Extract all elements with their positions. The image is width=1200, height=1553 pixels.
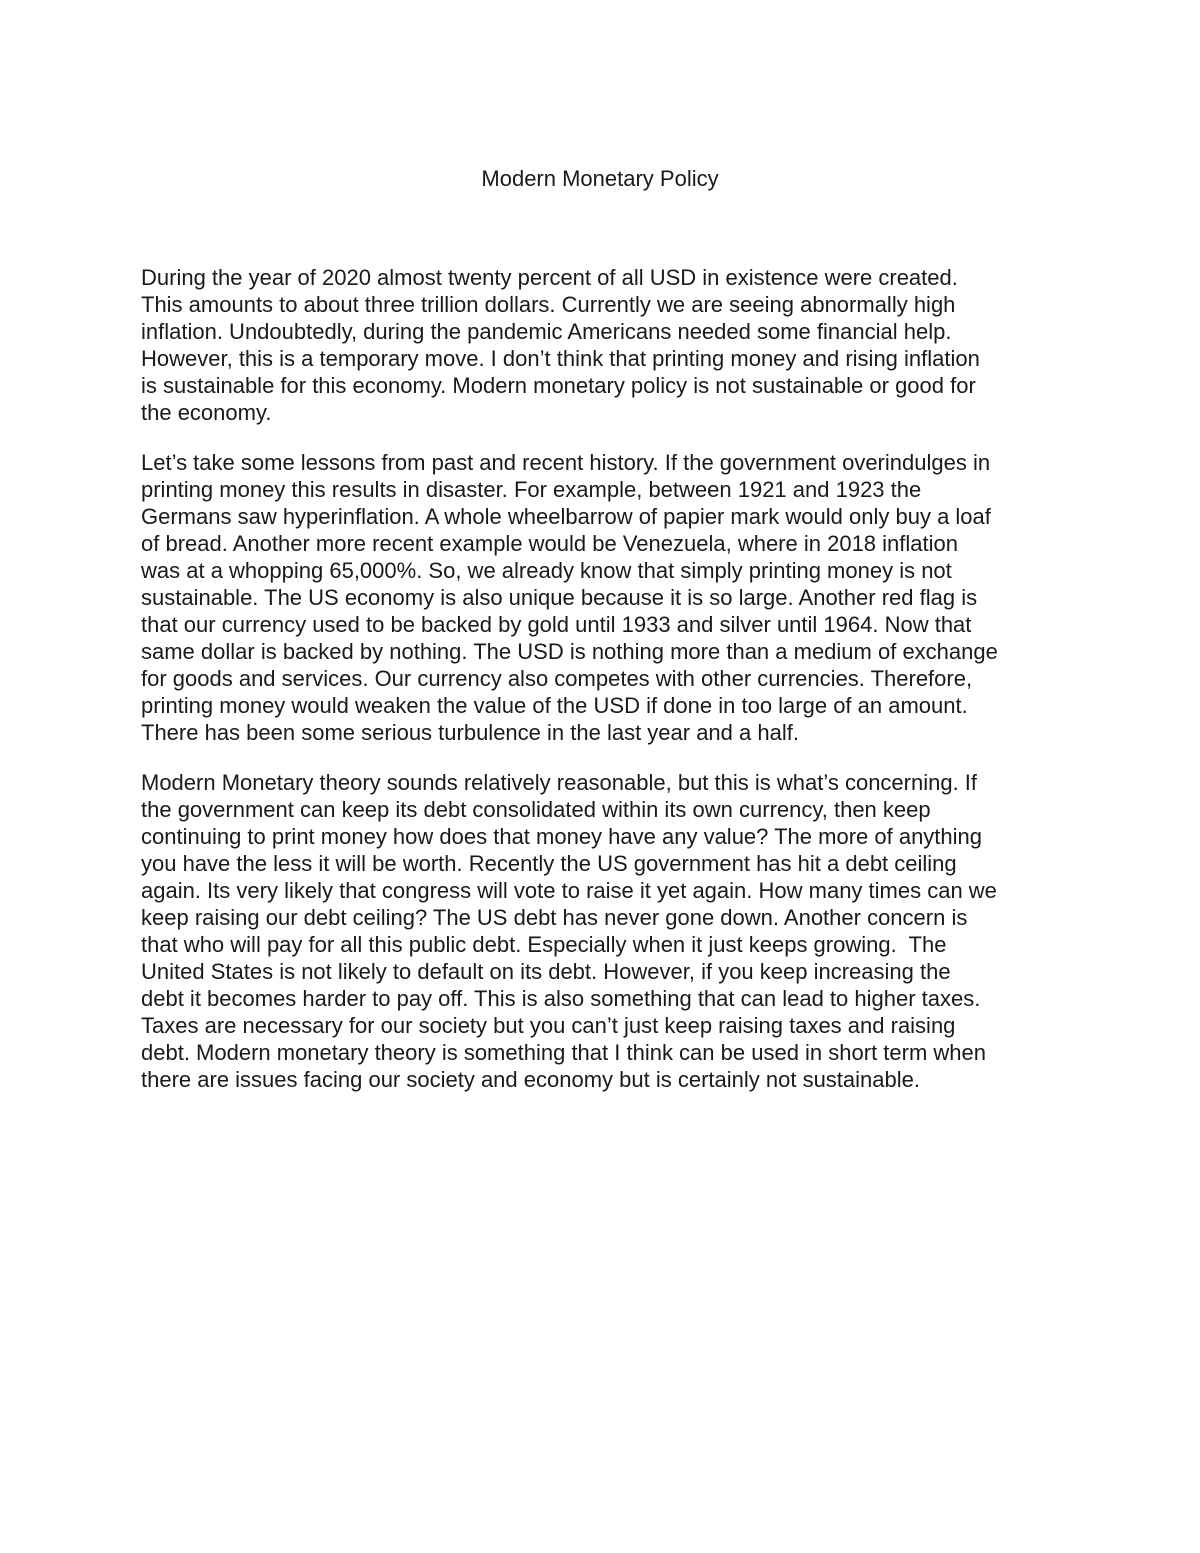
text-line: debt it becomes harder to pay off. This is also something that can lead to higher taxes. bbox=[141, 986, 981, 1011]
text-line: same dollar is backed by nothing. The USD is nothing more than a medium of exchange bbox=[141, 639, 998, 664]
text-line: United States is not likely to default on its debt. However, if you keep increasing the bbox=[141, 959, 951, 984]
text-line: the economy. bbox=[141, 400, 272, 425]
text-line: This amounts to about three trillion dollars. Currently we are seeing abnormally high bbox=[141, 292, 956, 317]
text-line: there are issues facing our society and economy but is certainly not sustainable. bbox=[141, 1067, 920, 1092]
text-line: Let’s take some lessons from past and recent history. If the government overindulges in bbox=[141, 450, 991, 475]
paragraph-1 bbox=[141, 264, 1071, 426]
text-line: the government can keep its debt consolidated within its own currency, then keep bbox=[141, 797, 931, 822]
paragraph-3 bbox=[141, 769, 1071, 1093]
text-line: printing money this results in disaster. For example, between 1921 and 1923 the bbox=[141, 477, 922, 502]
text-line: inflation. Undoubtedly, during the pandemic Americans needed some financial help. bbox=[141, 319, 952, 344]
text-line: Taxes are necessary for our society but you can’t just keep raising taxes and raising bbox=[141, 1013, 956, 1038]
paragraph-2 bbox=[141, 449, 1071, 746]
text-line: Germans saw hyperinflation. A whole wheelbarrow of papier mark would only buy a loaf bbox=[141, 504, 991, 529]
text-line: you have the less it will be worth. Recently the US government has hit a debt ceiling bbox=[141, 851, 957, 876]
text-line: that our currency used to be backed by gold until 1933 and silver until 1964. Now that bbox=[141, 612, 972, 637]
text-line: continuing to print money how does that money have any value? The more of anything bbox=[141, 824, 983, 849]
text-line: During the year of 2020 almost twenty percent of all USD in existence were created. bbox=[141, 265, 958, 290]
text-line: that who will pay for all this public debt. Especially when it just keeps growing. The bbox=[141, 932, 947, 957]
text-line: debt. Modern monetary theory is something that I think can be used in short term when bbox=[141, 1040, 987, 1065]
document-body bbox=[141, 264, 1071, 1116]
text-line: However, this is a temporary move. I don’t think that printing money and rising inflation bbox=[141, 346, 980, 371]
text-line: of bread. Another more recent example would be Venezuela, where in 2018 inflation bbox=[141, 531, 958, 556]
text-line: sustainable. The US economy is also unique because it is so large. Another red flag is bbox=[141, 585, 978, 610]
text-line: was at a whopping 65,000%. So, we already know that simply printing money is not bbox=[141, 558, 952, 583]
text-line: for goods and services. Our currency also competes with other currencies. Therefore, bbox=[141, 666, 973, 691]
text-line: printing money would weaken the value of the USD if done in too large of an amount. bbox=[141, 693, 968, 718]
text-line: is sustainable for this economy. Modern monetary policy is not sustainable or good for bbox=[141, 373, 976, 398]
text-line: again. Its very likely that congress will vote to raise it yet again. How many times can we bbox=[141, 878, 997, 903]
text-line: Modern Monetary theory sounds relatively reasonable, but this is what’s concerning. If bbox=[141, 770, 978, 795]
document-title: Modern Monetary Policy bbox=[481, 166, 719, 191]
text-line: keep raising our debt ceiling? The US debt has never gone down. Another concern is bbox=[141, 905, 968, 930]
text-line: There has been some serious turbulence in the last year and a half. bbox=[141, 720, 799, 745]
